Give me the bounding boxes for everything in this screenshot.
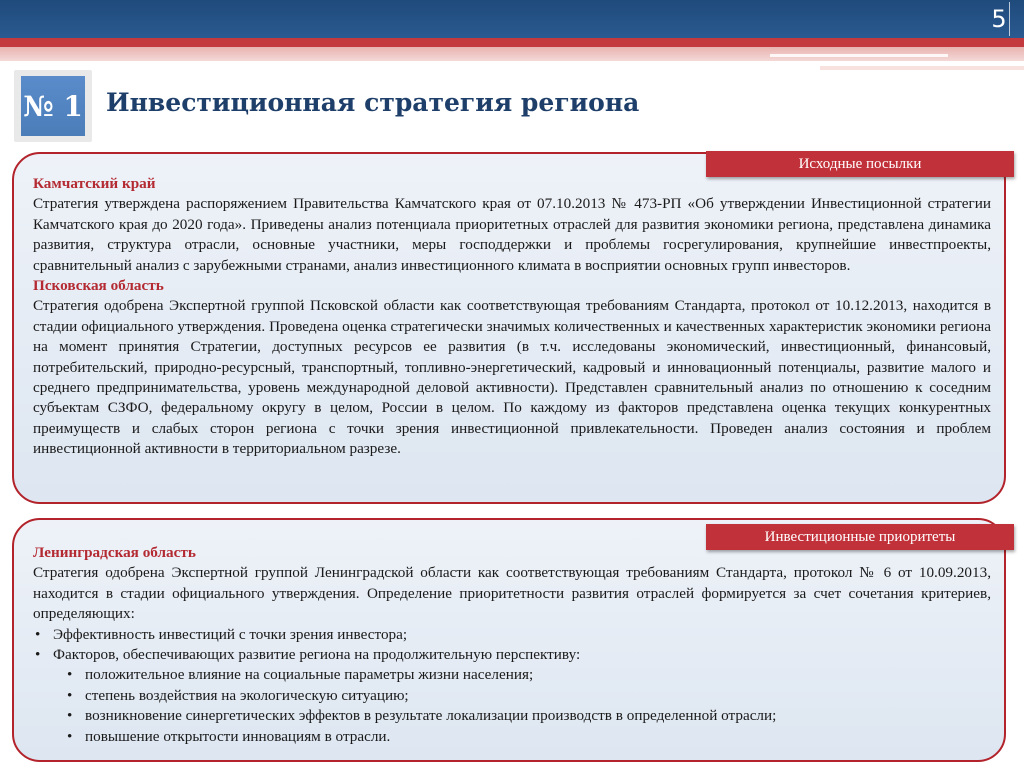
criteria-list (33, 625, 991, 666)
decor-line (820, 66, 1024, 70)
region-description: Стратегия одобрена Экспертной группой Ленинградской области как соответствующая требованиям Стандарта, протокол № 6 от 10.09.2013, находится в стадии официального утверждения. Определение приоритетности развития отраслей формируется за счет сочетания критериев, определяющих: (33, 564, 991, 623)
page-number: 5 (991, 5, 1007, 33)
panel-initial-premises-content (33, 174, 991, 460)
region-description: Стратегия одобрена Экспертной группой Псковской области как соответствующая требованиям Стандарта, протокол от 10.12.2013, находится в стадии официального утверждения. Проведена оценка стратегически значимых количественных и качественных характеристик экономики региона на момент принятия Стратегии, доступных ресурсов ее развития (в т.ч. исследованы экономический, инвестиционный, финансовый, потребительский, природно-ресурсный, транспортный, топливно-энергетический, кадровый и инновационный потенциалы, развитие малого и среднего предпринимательства, уровень международной деловой активности). Представлен сравнительный анализ по отношению к соседним субъектам СЗФО, федеральному округу в целом, России в целом. По каждому из факторов представлена оценка текущих конкурентных преимуществ и слабых сторон региона с точки зрения инвестиционной привлекательности. Проведен анализ состояния и проблем инвестиционной активности в территориальном разрезе. (33, 297, 991, 458)
factor-list (33, 665, 991, 747)
region-title: Ленинградская область (33, 544, 196, 561)
panel-tab-investment-priorities: Инвестиционные приоритеты (706, 524, 1014, 550)
list-item: • повышение открытости инновациям в отрасли. (33, 727, 991, 747)
number-badge-label: № 1 (21, 76, 85, 136)
list-item: • Факторов, обеспечивающих развитие региона на продолжительную перспективу: (33, 645, 991, 665)
header-bar (0, 0, 1024, 38)
number-badge (14, 70, 92, 142)
decor-line (770, 54, 948, 57)
panel-tab-initial-premises: Исходные посылки (706, 151, 1014, 177)
region-title: Псковская область (33, 277, 164, 295)
page-title: Инвестиционная стратегия региона (106, 88, 640, 117)
list-item: • возникновение синергетических эффектов в результате локализации производств в определенной отрасли; (33, 706, 991, 726)
list-item: • положительное влияние на социальные параметры жизни населения; (33, 665, 991, 685)
region-description: Стратегия утверждена распоряжением Правительства Камчатского края от 07.10.2013 № 473-РП «Об утверждении Инвестиционной стратегии Камчатского края до 2020 года». Приведены анализ потенциала приоритетных отраслей для развития экономики региона, представлена динамика развития, структура отрасли, основные участники, меры господдержки и проблемы госрегулирования, крупнейшие инвестпроекты, сравнительный анализ с зарубежными странами, анализ инвестиционного климата в восприятии основных групп инвесторов. (33, 195, 991, 274)
list-item: • степень воздействия на экологическую ситуацию; (33, 686, 991, 706)
region-title: Камчатский край (33, 175, 156, 192)
header-red-stripe (0, 38, 1024, 47)
panel-investment-priorities-content (33, 543, 991, 747)
list-item: • Эффективность инвестиций с точки зрения инвестора; (33, 625, 991, 645)
